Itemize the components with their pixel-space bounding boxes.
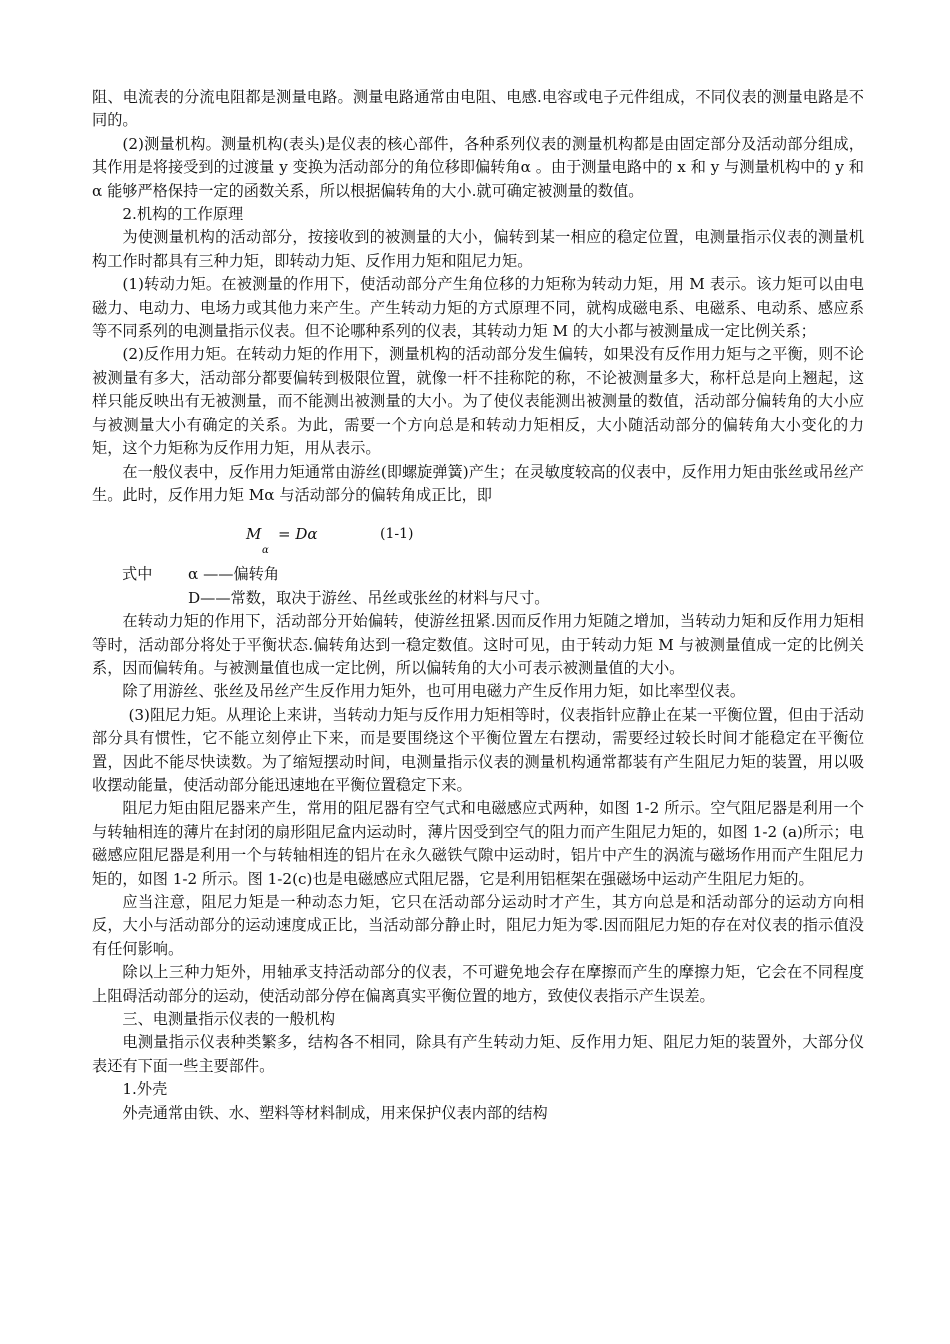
paragraph: 除了用游丝、张丝及吊丝产生反作用力矩外，也可用电磁力产生反作用力矩，如比率型仪表。 [122, 682, 746, 701]
formula-rhs [278, 523, 318, 546]
paragraph: 为使测量机构的活动部分，按接收到的被测量的大小，偏转到某一相应的稳定位置，电测量指示仪表的测量机构工作时都具有三种力矩，即转动力矩、反作用力矩和阻尼力矩。 [92, 228, 864, 270]
paragraph: 外壳通常由铁、水、塑料等材料制成，用来保护仪表内部的结构 [122, 1103, 548, 1122]
paragraph: (3)阻尼力矩。从理论上来讲，当转动力矩与反作用力矩相等时，仪表指针应静止在某一平衡位置，但由于活动部分具有惯性，它不能立刻停止下来，而是要围绕这个平衡位置左右摆动，需要经过较长时间才能稳定在平衡位置，因此不能尽快读数。为了缩短摆动时间，电测量指示仪表的测量机构通常都装有产生阻尼力矩的装置，用以吸收摆动能量，使活动部分能迅速地在平衡位置稳定下来。 [92, 705, 864, 794]
document-page [92, 86, 864, 1125]
paragraph: 阻尼力矩由阻尼器来产生，常用的阻尼器有空气式和电磁感应式两种，如图 1-2 所示。空气阻尼器是利用一个与转轴相连的薄片在封闭的扇形阻尼盒内运动时，薄片因受到空气的阻力而产生阻尼力矩的，如图 1-2 (a)所示；电磁感应阻尼器是利用一个与转轴相连的铝片在永久磁铁气隙中运动时，铝片中产生的涡流与磁场作用而产生阻尼力矩的，如图 1-2 所示。图 1-2(c)也是电磁感应式阻尼器，它是利用铝框架在强磁场中运动产生阻尼力矩的。 [92, 799, 864, 888]
formula-1-1 [92, 511, 864, 561]
paragraph: 应当注意，阻尼力矩是一种动态力矩，它只在活动部分运动时才产生，其方向总是和活动部分的运动方向相反，大小与活动部分的运动速度成正比，当活动部分静止时，阻尼力矩为零.因而阻尼力矩的存在对仪表的指示值没有任何影响。 [92, 892, 864, 958]
section-heading: 1.外壳 [122, 1080, 168, 1099]
paragraph: 除以上三种力矩外，用轴承支持活动部分的仪表，不可避免地会存在摩擦而产生的摩擦力矩，它会在不同程度上阻碍活动部分的运动，使活动部分停在偏离真实平衡位置的地方，致使仪表指示产生误差。 [92, 963, 864, 1005]
definition-text: D——常数，取决于游丝、吊丝或张丝的材料与尺寸。 [188, 588, 550, 607]
definition-d [92, 587, 864, 610]
definition-label: 式中 [122, 565, 153, 584]
formula-alpha: α [307, 525, 318, 544]
paragraph: (2)反作用力矩。在转动力矩的作用下，测量机构的活动部分发生偏转，如果没有反作用力矩与之平衡，则不论被测量有多大，活动部分都要偏转到极限位置，就像一杆不挂称陀的称，不论被测量多大，称杆总是向上翘起，这样只能反映出有无被测量，而不能测出被测量的大小。为了使仪表能测出被测量的数值，活动部分偏转角的大小应与被测量大小有确定的关系。为此，需要一个方向总是和转动力矩相反，大小随活动部分的偏转角大小变化的力矩，这个力矩称为反作用力矩，用从表示。 [92, 345, 864, 458]
paragraph: 在转动力矩的作用下，活动部分开始偏转，使游丝扭紧.因而反作用力矩随之增加，当转动力矩和反作用力矩相等时，活动部分将处于平衡状态.偏转角达到一稳定数值。这时可见，由于转动力矩 M 与被测量值成一定的比例关系，因而偏转角。与被测量值也成一定比例，所以偏转角的大小可表示被测量值的大小。 [92, 612, 864, 677]
paragraph: (2)测量机构。测量机构(表头)是仪表的核心部件，各种系列仪表的测量机构都是由固定部分及活动部分组成，其作用是将接受到的过渡量 y 变换为活动部分的角位移即偏转角α 。由于测量电路中的 x 和 y 与测量机构中的 y 和α 能够严格保持一定的函数关系，所以根据偏转角的大小.就可确定被测量的数值。 [92, 134, 864, 200]
section-heading: 2.机构的工作原理 [122, 205, 244, 224]
definition-text: α ——偏转角 [188, 565, 280, 584]
formula-subscript: α [262, 545, 269, 557]
formula-number: (1-1) [380, 526, 414, 543]
paragraph: 电测量指示仪表种类繁多，结构各不相同，除具有产生转动力矩、反作用力矩、阻尼力矩的装置外，大部分仪表还有下面一些主要部件。 [92, 1033, 864, 1075]
paragraph: 阻、电流表的分流电阻都是测量电路。测量电路通常由电阻、电感.电容或电子元件组成，不同仪表的测量电路是不同的。 [92, 88, 864, 130]
formula-lhs: M [246, 525, 262, 544]
section-heading: 三、电测量指示仪表的一般机构 [122, 1010, 336, 1028]
paragraph: 在一般仪表中，反作用力矩通常由游丝(即螺旋弹簧)产生；在灵敏度较高的仪表中，反作用力矩由张丝或吊丝产生。此时，反作用力矩 Mα 与活动部分的偏转角成正比，即 [92, 462, 864, 504]
formula-equals: = [278, 525, 296, 544]
formula-d: D [295, 525, 308, 544]
paragraph: (1)转动力矩。在被测量的作用下，使活动部分产生角位移的力矩称为转动力矩，用 M 表示。该力矩可以由电磁力、电动力、电场力或其他力来产生。产生转动力矩的方式原理不同，就构成磁电系、电磁系、电动系、感应系等不同系列的电测量指示仪表。但不论哪种系列的仪表，其转动力矩 M 的大小都与被测量成一定比例关系； [92, 275, 864, 341]
definition-alpha [92, 563, 864, 586]
